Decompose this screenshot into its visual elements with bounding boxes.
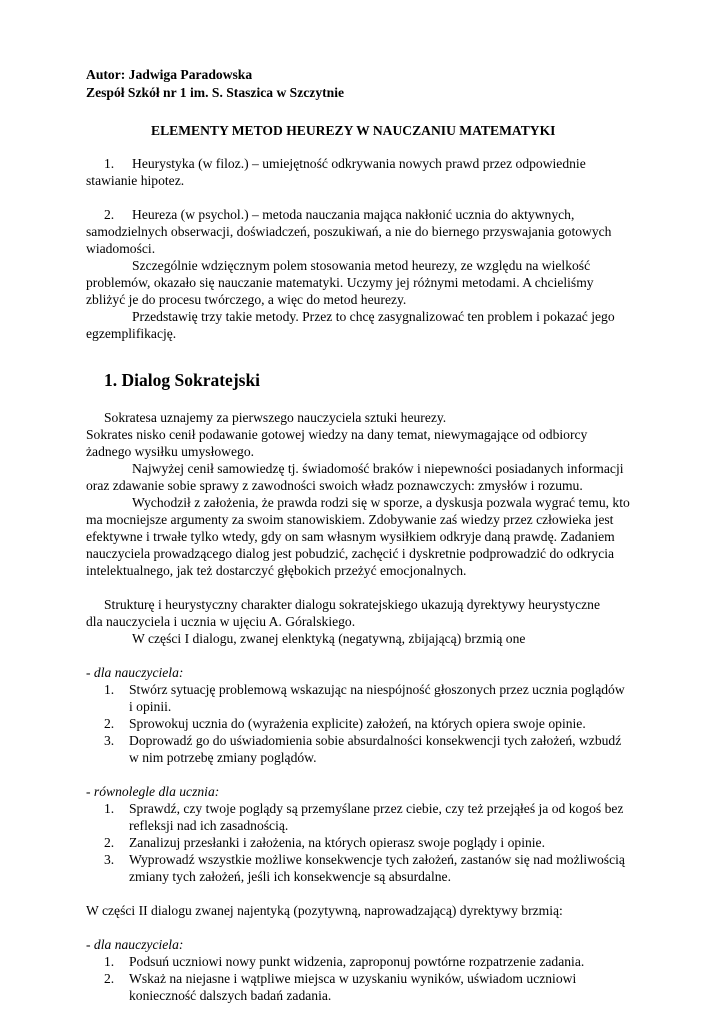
intro-item-2-line: samodzielnych obserwacji, doświadczeń, poszukiwań, a nie do biernego przyswajania gotowych	[86, 224, 612, 239]
list-item-number: 1.	[104, 801, 115, 816]
section-heading: 1. Dialog Sokratejski	[104, 370, 261, 390]
list-item: Wskaż na niejasne i wątpliwe miejsca w uzyskaniu wyników, uświadom uczniowi	[129, 971, 577, 986]
intro-paragraph-line: Przedstawię trzy takie metody. Przez to chcę zasygnalizować ten problem i pokazać jego	[132, 309, 615, 324]
list-item: konieczność dalszych badań zadania.	[129, 988, 332, 1003]
intro-item-2-line: Heureza (w psychol.) – metoda nauczania mająca nakłonić ucznia do aktywnych,	[132, 207, 575, 222]
intro-item-1-line: stawianie hipotez.	[86, 173, 185, 188]
list-item-number: 3.	[104, 852, 115, 867]
list-item: i opinii.	[129, 699, 172, 714]
list-label-teacher: - dla nauczyciela:	[86, 665, 184, 680]
list-item: Podsuń uczniowi nowy punkt widzenia, zaproponuj powtórne rozpatrzenie zadania.	[129, 954, 585, 969]
list-item-number: 2.	[104, 971, 115, 986]
intro-paragraph-line: zbliżyć je do procesu twórczego, a więc do metod heurezy.	[86, 292, 407, 307]
list-item-number: 2.	[104, 716, 115, 731]
list-label-teacher: - dla nauczyciela:	[86, 937, 184, 952]
intro-paragraph-line: egzemplifikację.	[86, 326, 177, 341]
section-paragraph-line: Najwyżej cenił samowiedzę tj. świadomość braków i niepewności posiadanych informacji	[132, 461, 624, 476]
list-item: w nim potrzebę zmiany poglądów.	[129, 750, 317, 765]
list-item: Sprawdź, czy twoje poglądy są przemyślane przez ciebie, czy też przejąłeś ja od kogoś bez	[129, 801, 624, 816]
intro-item-2-number: 2.	[104, 207, 115, 222]
section-paragraph-line: żadnego wysiłku umysłowego.	[86, 444, 255, 459]
intro-paragraph-line: problemów, okazało się nauczanie matematyki. Uczymy jej różnymi metodami. A chcieliśmy	[86, 275, 594, 290]
section-paragraph-line: W części I dialogu, zwanej elenktyką (negatywną, zbijającą) brzmią one	[132, 631, 526, 646]
section-paragraph-line: dla nauczyciela i ucznia w ujęciu A. Góralskiego.	[86, 614, 356, 629]
section-paragraph-line: Wychodził z założenia, że prawda rodzi się w sporze, a dyskusja pozwala wygrać temu, kto	[132, 495, 630, 510]
section-paragraph-line: oraz zdawanie sobie sprawy z zawodności swoich władz poznawczych: zmysłów i rozumu.	[86, 478, 583, 493]
author-school: Zespół Szkół nr 1 im. S. Staszica w Szczytnie	[86, 85, 345, 100]
intro-item-1-line: Heurystyka (w filoz.) – umiejętność odkrywania nowych prawd przez odpowiednie	[132, 156, 586, 171]
author-name: Autor: Jadwiga Paradowska	[86, 67, 253, 82]
list-item-number: 3.	[104, 733, 115, 748]
list-item: Sprowokuj ucznia do (wyrażenia explicite) założeń, na których opiera swoje opinie.	[129, 716, 586, 731]
list-item: zmiany tych założeń, jeśli ich konsekwencje są absurdalne.	[129, 869, 451, 884]
list-item: Stwórz sytuację problemową wskazując na niespójność głoszonych przez ucznia poglądów	[129, 682, 625, 697]
list-label-student: - równolegle dla ucznia:	[86, 784, 220, 799]
list-item: refleksji nad ich zasadnością.	[129, 818, 289, 833]
section-paragraph-line: intelektualnego, jak też dostarczyć głębokich przeżyć emocjonalnych.	[86, 563, 467, 578]
section-paragraph-line: efektywne i trwałe tylko wtedy, gdy on sam własnym wysiłkiem odkryje daną prawdę. Zadaniem	[86, 529, 615, 544]
intro-item-2-line: wiadomości.	[86, 241, 156, 256]
list-item-number: 1.	[104, 954, 115, 969]
list-item-number: 2.	[104, 835, 115, 850]
list-item: Wyprowadź wszystkie możliwe konsekwencje tych założeń, zastanów się nad możliwością	[129, 852, 625, 867]
list-item: Doprowadź go do uświadomienia sobie absurdalności konsekwencji tych założeń, wzbudź	[129, 733, 622, 748]
intro-item-1-number: 1.	[104, 156, 115, 171]
list-item-number: 1.	[104, 682, 115, 697]
section-paragraph-line: Sokrates nisko cenił podawanie gotowej wiedzy na dany temat, niewymagające od odbiorcy	[86, 427, 588, 442]
page-title: ELEMENTY METOD HEUREZY W NAUCZANIU MATEMATYKI	[151, 123, 556, 138]
intro-paragraph-line: Szczególnie wdzięcznym polem stosowania metod heurezy, ze względu na wielkość	[132, 258, 591, 273]
section-paragraph-line: ma mocniejsze argumenty za swoim stanowiskiem. Zdobywanie zaś wiedzy przez człowieka jest	[86, 512, 614, 527]
section-paragraph-line: nauczyciela prowadzącego dialog jest pobudzić, zachęcić i dyskretnie podprowadzić do odkrycia	[86, 546, 615, 561]
section-paragraph-line: W części II dialogu zwanej najentyką (pozytywną, naprowadzającą) dyrektywy brzmią:	[86, 903, 563, 918]
section-paragraph-line: Strukturę i heurystyczny charakter dialogu sokratejskiego ukazują dyrektywy heurystyczne	[104, 597, 601, 612]
list-item: Zanalizuj przesłanki i założenia, na których opierasz swoje poglądy i opinie.	[129, 835, 545, 850]
section-paragraph-line: Sokratesa uznajemy za pierwszego nauczyciela sztuki heurezy.	[104, 410, 447, 425]
